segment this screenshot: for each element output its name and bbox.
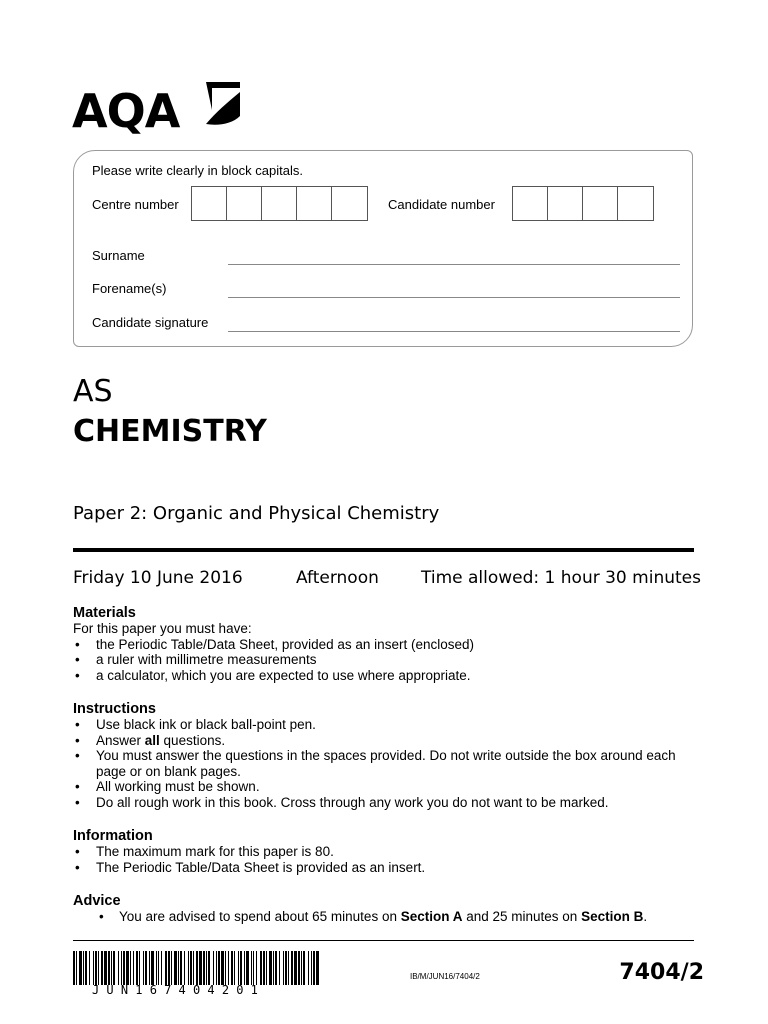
list-item: • the Periodic Table/Data Sheet, provided as an insert (enclosed) bbox=[73, 637, 698, 653]
barcode-bar bbox=[118, 951, 119, 985]
barcode-bar bbox=[206, 951, 207, 985]
materials-intro: For this paper you must have: bbox=[73, 621, 252, 636]
list-item: • You are advised to spend about 65 minutes on Section A and 25 minutes on Section B. bbox=[73, 909, 698, 925]
candidate-number-label: Candidate number bbox=[388, 197, 495, 212]
barcode-bar bbox=[196, 951, 198, 985]
barcode-text: JUN167404201 bbox=[92, 983, 266, 997]
barcode-bar bbox=[199, 951, 202, 985]
barcode-bar bbox=[266, 951, 267, 985]
advice-heading: Advice bbox=[73, 893, 121, 909]
barcode-bar bbox=[221, 951, 224, 985]
barcode-bar bbox=[158, 951, 159, 985]
barcode-bar bbox=[253, 951, 254, 985]
barcode-bar bbox=[288, 951, 289, 985]
barcode-bar bbox=[85, 951, 87, 985]
barcode-bar bbox=[123, 951, 125, 985]
list-item: • a calculator, which you are expected to use where appropriate. bbox=[73, 668, 698, 684]
information-list bbox=[73, 844, 698, 875]
barcode-bar bbox=[208, 951, 210, 985]
barcode-bar bbox=[171, 951, 172, 985]
barcode-bar bbox=[193, 951, 194, 985]
barcode-bar bbox=[126, 951, 129, 985]
signature-field[interactable] bbox=[228, 331, 680, 332]
barcode-bar bbox=[111, 951, 112, 985]
barcode-bar bbox=[165, 951, 167, 985]
paper-code: 7404/2 bbox=[619, 960, 704, 985]
header-rule bbox=[73, 548, 694, 552]
barcode-bar bbox=[113, 951, 115, 985]
candidate-digit-box[interactable] bbox=[618, 187, 653, 220]
materials-list bbox=[73, 637, 698, 684]
centre-digit-box[interactable] bbox=[332, 187, 367, 220]
barcode-bar bbox=[225, 951, 226, 985]
centre-digit-box[interactable] bbox=[262, 187, 297, 220]
forename-field[interactable] bbox=[228, 297, 680, 298]
instructions-heading: Instructions bbox=[73, 701, 156, 717]
subject-title: CHEMISTRY bbox=[73, 414, 267, 449]
barcode-bar bbox=[294, 951, 297, 985]
exam-session: Afternoon bbox=[296, 568, 379, 588]
instructions-list bbox=[73, 717, 698, 811]
exam-date: Friday 10 June 2016 bbox=[73, 568, 243, 588]
candidate-details-box bbox=[73, 150, 693, 347]
barcode-bar bbox=[161, 951, 162, 985]
barcode-bar bbox=[136, 951, 138, 985]
barcode-bar bbox=[156, 951, 157, 985]
barcode-bar bbox=[269, 951, 272, 985]
barcode-bar bbox=[139, 951, 140, 985]
centre-number-boxes[interactable] bbox=[191, 186, 368, 221]
barcode-bar bbox=[228, 951, 229, 985]
barcode-bar bbox=[240, 951, 242, 985]
barcode-bar bbox=[79, 951, 82, 985]
barcode-bar bbox=[188, 951, 189, 985]
barcode-bar bbox=[101, 951, 103, 985]
qualification-level: AS bbox=[73, 374, 113, 409]
centre-digit-box[interactable] bbox=[227, 187, 262, 220]
barcode-bar bbox=[151, 951, 154, 985]
barcode-bar bbox=[178, 951, 179, 985]
advice-section bbox=[73, 893, 698, 925]
barcode-bar bbox=[251, 951, 252, 985]
barcode-bar bbox=[308, 951, 309, 985]
barcode-bar bbox=[263, 951, 265, 985]
barcode-bar bbox=[275, 951, 277, 985]
list-item: • The maximum mark for this paper is 80. bbox=[73, 844, 698, 860]
barcode-bar bbox=[291, 951, 293, 985]
list-item: • You must answer the questions in the spaces provided. Do not write outside the box around each page or on blank pages. bbox=[73, 748, 698, 779]
barcode-bar bbox=[218, 951, 220, 985]
footer-rule bbox=[73, 940, 694, 941]
barcode-bar bbox=[83, 951, 84, 985]
barcode-bar bbox=[149, 951, 150, 985]
barcode-bar bbox=[89, 951, 90, 985]
barcode-bar bbox=[203, 951, 205, 985]
barcode-bar bbox=[244, 951, 245, 985]
barcode-bar bbox=[108, 951, 110, 985]
barcode-bar bbox=[104, 951, 107, 985]
instructions-section bbox=[73, 701, 698, 811]
barcode-bar bbox=[121, 951, 122, 985]
barcode-bar bbox=[303, 951, 305, 985]
barcode-bar bbox=[260, 951, 262, 985]
barcode-bar bbox=[311, 951, 312, 985]
barcode-bar bbox=[301, 951, 302, 985]
barcode-bar bbox=[168, 951, 170, 985]
barcode-bar bbox=[174, 951, 177, 985]
surname-field[interactable] bbox=[228, 264, 680, 265]
barcode-bar bbox=[133, 951, 134, 985]
barcode-bar bbox=[216, 951, 217, 985]
barcode-bar bbox=[145, 951, 147, 985]
barcode-bar bbox=[190, 951, 192, 985]
barcode-bar bbox=[234, 951, 235, 985]
barcode-bar bbox=[285, 951, 287, 985]
information-section bbox=[73, 828, 698, 875]
list-item: • Do all rough work in this book. Cross through any work you do not want to be marked. bbox=[73, 795, 698, 811]
time-allowed: Time allowed: 1 hour 30 minutes bbox=[421, 568, 701, 588]
centre-digit-box[interactable] bbox=[297, 187, 332, 220]
advice-list bbox=[73, 909, 698, 925]
barcode-bar bbox=[246, 951, 249, 985]
barcode-bar bbox=[213, 951, 214, 985]
list-item: • Answer all questions. bbox=[73, 733, 698, 749]
paper-title: Paper 2: Organic and Physical Chemistry bbox=[73, 503, 440, 524]
forename-label: Forename(s) bbox=[92, 281, 167, 296]
barcode-bar bbox=[130, 951, 131, 985]
barcode-bar bbox=[283, 951, 284, 985]
materials-heading: Materials bbox=[73, 605, 136, 621]
barcode-bar bbox=[279, 951, 280, 985]
barcode-bar bbox=[93, 951, 94, 985]
barcode-bar bbox=[256, 951, 257, 985]
aqa-logo bbox=[72, 82, 242, 138]
barcode bbox=[73, 951, 319, 985]
logo-text: AQA bbox=[72, 84, 180, 138]
barcode-bar bbox=[238, 951, 239, 985]
barcode-bar bbox=[98, 951, 99, 985]
barcode-bar bbox=[184, 951, 185, 985]
surname-label: Surname bbox=[92, 248, 145, 263]
candidate-digit-box[interactable] bbox=[513, 187, 548, 220]
list-item: • The Periodic Table/Data Sheet is provided as an insert. bbox=[73, 860, 698, 876]
centre-digit-box[interactable] bbox=[192, 187, 227, 220]
barcode-bar bbox=[273, 951, 274, 985]
list-item: • Use black ink or black ball-point pen. bbox=[73, 717, 698, 733]
information-heading: Information bbox=[73, 828, 153, 844]
barcode-bar bbox=[298, 951, 300, 985]
materials-section bbox=[73, 605, 698, 683]
candidate-digit-box[interactable] bbox=[548, 187, 583, 220]
barcode-bar bbox=[73, 951, 75, 985]
barcode-bar bbox=[76, 951, 77, 985]
candidate-number-boxes[interactable] bbox=[512, 186, 654, 221]
barcode-bar bbox=[231, 951, 233, 985]
list-item: • a ruler with millimetre measurements bbox=[73, 652, 698, 668]
list-item: • All working must be shown. bbox=[73, 779, 698, 795]
barcode-bar bbox=[313, 951, 315, 985]
barcode-bar bbox=[316, 951, 319, 985]
barcode-bar bbox=[180, 951, 182, 985]
paper-reference: IB/M/JUN16/7404/2 bbox=[410, 972, 480, 981]
candidate-digit-box[interactable] bbox=[583, 187, 618, 220]
signature-label: Candidate signature bbox=[92, 315, 209, 330]
centre-number-label: Centre number bbox=[92, 197, 179, 212]
barcode-bar bbox=[95, 951, 97, 985]
aqa-leaf-icon bbox=[202, 82, 240, 126]
barcode-bar bbox=[143, 951, 144, 985]
block-capitals-instruction: Please write clearly in block capitals. bbox=[92, 163, 303, 178]
